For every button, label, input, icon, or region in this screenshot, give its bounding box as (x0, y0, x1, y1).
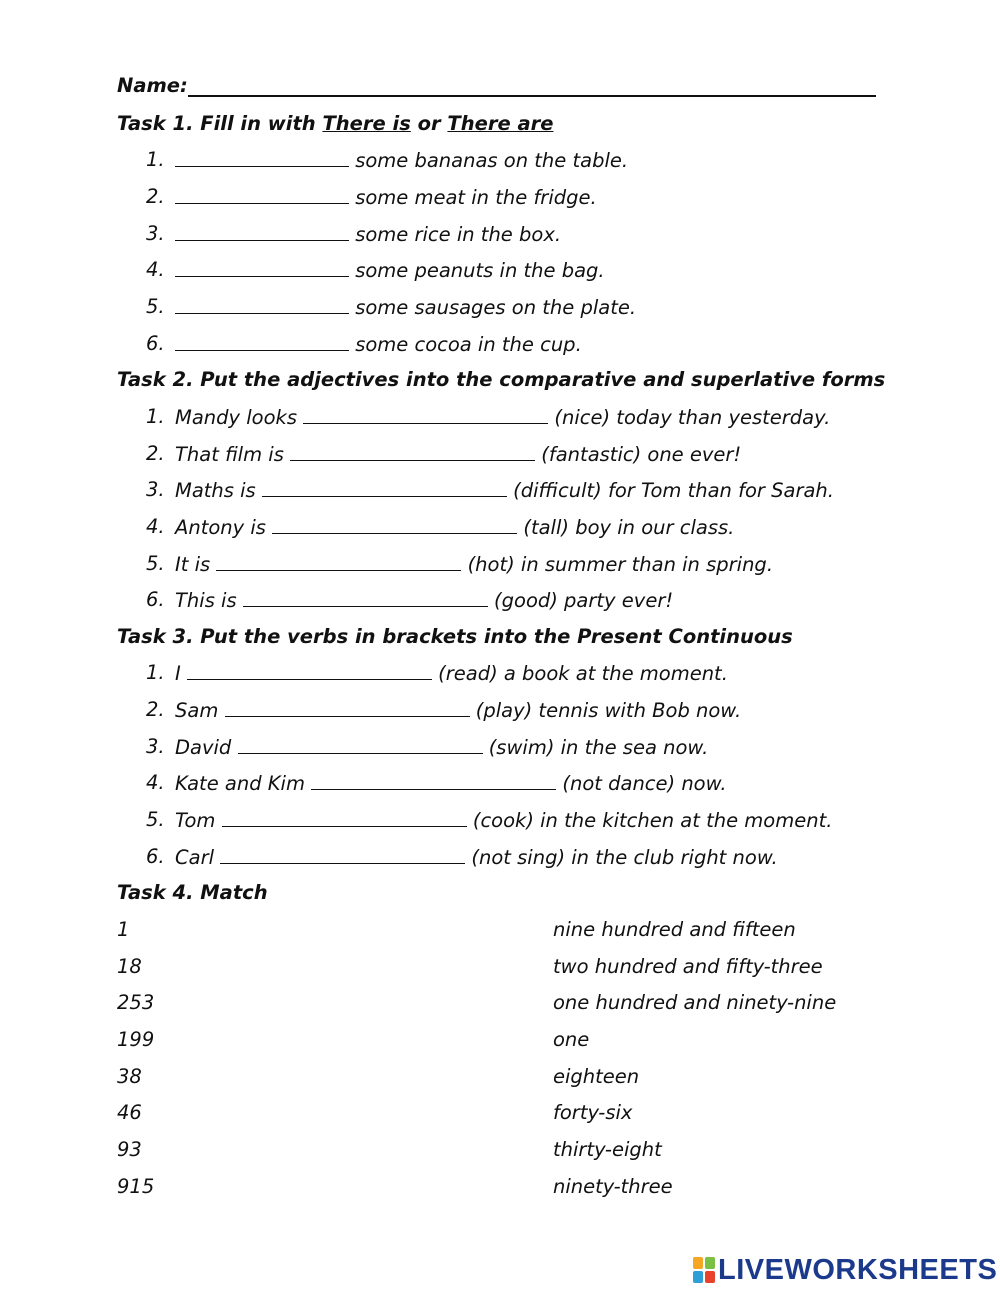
answer-blank[interactable] (175, 295, 349, 314)
item-number: 6. (146, 332, 165, 355)
item-text (175, 698, 741, 723)
match-word[interactable]: two hundred and fifty-three (553, 955, 823, 978)
task1-title-mid: or (410, 112, 448, 135)
match-word[interactable]: thirty-eight (553, 1138, 662, 1161)
item-after: (difficult) for Tom than for Sarah. (506, 479, 834, 502)
answer-blank[interactable] (175, 148, 349, 167)
answer-blank[interactable] (311, 771, 556, 790)
item-before: It is (175, 553, 217, 576)
item-text (175, 258, 605, 283)
item-after: (not sing) in the club right now. (465, 846, 778, 869)
item-text (175, 442, 741, 467)
item-text (175, 185, 597, 210)
match-number[interactable]: 93 (117, 1138, 142, 1161)
item-before: Kate and Kim (175, 772, 312, 795)
item-text (175, 405, 830, 430)
logo-square (693, 1271, 703, 1283)
task1-title-prefix: Task 1. Fill in with (117, 112, 323, 135)
item-text (175, 771, 727, 796)
item-number: 1. (146, 405, 165, 428)
item-before: Tom (175, 809, 222, 832)
name-input-line[interactable] (188, 95, 876, 97)
answer-blank[interactable] (222, 808, 467, 827)
item-number: 1. (146, 148, 165, 171)
match-word[interactable]: nine hundred and fifteen (553, 918, 796, 941)
item-number: 4. (146, 771, 165, 794)
item-before: Antony is (175, 516, 273, 539)
item-text (175, 588, 673, 613)
item-number: 4. (146, 258, 165, 281)
item-number: 5. (146, 552, 165, 575)
match-number[interactable]: 38 (117, 1065, 142, 1088)
answer-blank[interactable] (175, 185, 349, 204)
item-after: (not dance) now. (556, 772, 727, 795)
item-after: (cook) in the kitchen at the moment. (466, 809, 833, 832)
item-after: (tall) boy in our class. (517, 516, 735, 539)
item-after: (nice) today than yesterday. (548, 406, 831, 429)
item-number: 1. (146, 661, 165, 684)
answer-blank[interactable] (175, 258, 349, 277)
item-text (175, 661, 728, 686)
item-number: 5. (146, 808, 165, 831)
answer-blank[interactable] (175, 222, 349, 241)
item-number: 3. (146, 478, 165, 501)
task4-title: Task 4. Match (117, 881, 268, 904)
item-after: (read) a book at the moment. (431, 662, 728, 685)
item-before: David (175, 736, 238, 759)
logo-square (705, 1271, 715, 1283)
logo-mark-icon (693, 1257, 715, 1283)
task2-title: Task 2. Put the adjectives into the comparative and superlative forms (117, 368, 886, 391)
item-number: 2. (146, 698, 165, 721)
match-word[interactable]: ninety-three (553, 1175, 673, 1198)
item-sentence: some peanuts in the bag. (349, 259, 605, 282)
item-sentence: some bananas on the table. (349, 149, 629, 172)
item-text (175, 478, 834, 503)
item-text (175, 148, 628, 173)
item-before: Mandy looks (175, 406, 304, 429)
answer-blank[interactable] (238, 735, 483, 754)
item-after: (hot) in summer than in spring. (461, 553, 774, 576)
match-word[interactable]: one hundred and ninety-nine (553, 991, 837, 1014)
item-before: I (175, 662, 187, 685)
match-number[interactable]: 915 (117, 1175, 155, 1198)
liveworksheets-logo (693, 1253, 998, 1286)
item-text (175, 552, 773, 577)
item-number: 6. (146, 845, 165, 868)
item-after: (good) party ever! (487, 589, 674, 612)
item-sentence: some meat in the fridge. (349, 186, 597, 209)
item-after: (play) tennis with Bob now. (469, 699, 742, 722)
item-number: 5. (146, 295, 165, 318)
item-sentence: some rice in the box. (349, 223, 562, 246)
answer-blank[interactable] (220, 845, 465, 864)
match-word[interactable]: forty-six (553, 1101, 633, 1124)
item-after: (swim) in the sea now. (482, 736, 709, 759)
logo-square (693, 1257, 703, 1269)
item-before: Sam (175, 699, 225, 722)
answer-blank[interactable] (175, 332, 349, 351)
item-text (175, 222, 561, 247)
item-after: (fantastic) one ever! (535, 443, 742, 466)
task3-title: Task 3. Put the verbs in brackets into the Present Continuous (117, 625, 793, 648)
answer-blank[interactable] (262, 478, 507, 497)
task1-option-there-is: There is (322, 112, 411, 135)
item-text (175, 332, 582, 357)
match-number[interactable]: 199 (117, 1028, 155, 1051)
answer-blank[interactable] (216, 552, 461, 571)
item-number: 4. (146, 515, 165, 538)
answer-blank[interactable] (290, 442, 535, 461)
match-number[interactable]: 46 (117, 1101, 142, 1124)
item-before: Carl (175, 846, 221, 869)
task1-title (117, 112, 553, 136)
item-text (175, 845, 778, 870)
item-number: 2. (146, 185, 165, 208)
name-label: Name: (117, 74, 188, 97)
item-before: That film is (175, 443, 291, 466)
answer-blank[interactable] (243, 588, 488, 607)
item-before: This is (175, 589, 243, 612)
item-sentence: some sausages on the plate. (349, 296, 637, 319)
logo-square (705, 1257, 715, 1269)
match-number[interactable]: 253 (117, 991, 155, 1014)
task1-option-there-are: There are (447, 112, 554, 135)
match-number[interactable]: 18 (117, 955, 142, 978)
item-number: 2. (146, 442, 165, 465)
item-text (175, 735, 708, 760)
match-word[interactable]: one (553, 1028, 590, 1051)
answer-blank[interactable] (225, 698, 470, 717)
item-text (175, 515, 734, 540)
match-word[interactable]: eighteen (553, 1065, 640, 1088)
answer-blank[interactable] (187, 661, 432, 680)
item-text (175, 295, 636, 320)
item-number: 3. (146, 735, 165, 758)
logo-text: LIVEWORKSHEETS (718, 1253, 998, 1286)
item-sentence: some cocoa in the cup. (349, 333, 582, 356)
item-number: 6. (146, 588, 165, 611)
answer-blank[interactable] (272, 515, 517, 534)
item-before: Maths is (175, 479, 262, 502)
match-number[interactable]: 1 (117, 918, 130, 941)
item-text (175, 808, 832, 833)
answer-blank[interactable] (303, 405, 548, 424)
item-number: 3. (146, 222, 165, 245)
